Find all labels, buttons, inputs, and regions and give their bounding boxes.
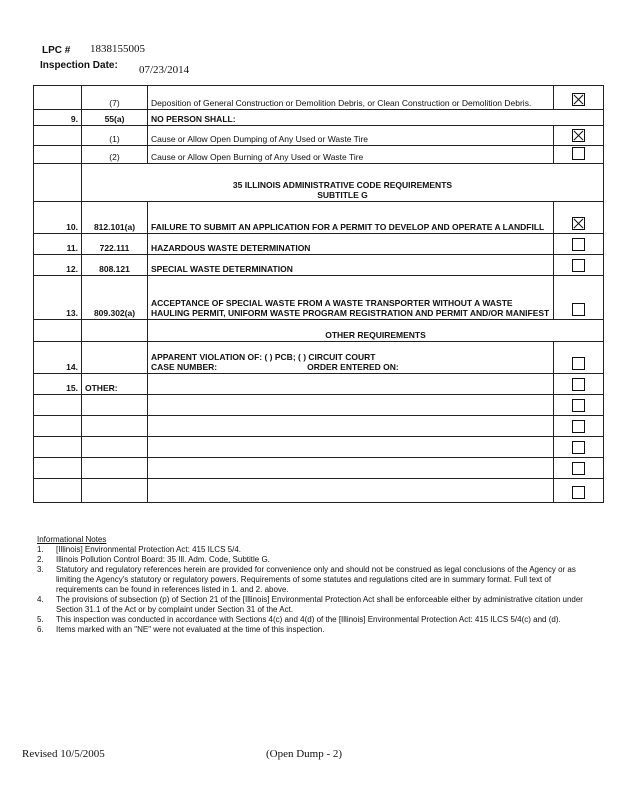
item-number: 10. [34, 202, 82, 234]
section-ref: 808.121 [82, 255, 148, 276]
item-number: 13. [34, 276, 82, 320]
violation-checkbox[interactable] [572, 217, 585, 230]
section-heading-row [34, 320, 604, 342]
section-ref: 812.101(a) [82, 202, 148, 234]
blank-row [34, 416, 604, 437]
violation-checkbox[interactable] [572, 357, 585, 370]
note-item: 2. Illinois Pollution Control Board: 35 Ill. Adm. Code, Subtitle G. [37, 555, 270, 564]
table-row [34, 234, 604, 255]
table-row [34, 110, 604, 126]
item-description: Cause or Allow Open Dumping of Any Used or Waste Tire [148, 126, 554, 146]
section-ref: (1) [82, 126, 148, 146]
violation-checkbox[interactable] [572, 399, 585, 412]
violation-checkbox[interactable] [572, 378, 585, 391]
section-heading: OTHER REQUIREMENTS [148, 320, 604, 342]
violation-checkbox[interactable] [572, 462, 585, 475]
page-label: (Open Dump - 2) [266, 748, 343, 760]
order-entered-label: ORDER ENTERED ON: [307, 362, 399, 372]
case-number-label: CASE NUMBER: [151, 362, 218, 372]
item-description: Deposition of General Construction or Demolition Debris, or Clean Construction or Demolition Debris. [148, 86, 554, 110]
heading-line: 35 ILLINOIS ADMINISTRATIVE CODE REQUIREMENTS [232, 180, 453, 190]
revised-date: Revised 10/5/2005 [22, 748, 105, 760]
item-number: 12. [34, 255, 82, 276]
blank-row [34, 479, 604, 503]
section-heading [82, 164, 604, 202]
note-item: 4. The provisions of subsection (p) of Section 21 of the [Illinois] Environmental Protection Act shall be enforceable either by administrative citation under Section 31.1 of the Act or by complaint under Section 31 of the Act. [37, 595, 583, 614]
item-description: HAZARDOUS WASTE DETERMINATION [148, 234, 554, 255]
blank-row [34, 458, 604, 479]
item-description: SPECIAL WASTE DETERMINATION [148, 255, 554, 276]
table-row [34, 276, 604, 320]
section-ref: (7) [82, 86, 148, 110]
violation-checkbox[interactable] [572, 129, 585, 142]
table-row [34, 86, 604, 110]
violation-checkbox[interactable] [572, 259, 585, 272]
violation-checkbox[interactable] [572, 147, 585, 160]
lpc-number: 1838155005 [90, 43, 145, 55]
note-item: 3. Statutory and regulatory references herein are provided for convenience only and should not be construed as legal conclusions of the Agency or as limiting the Agency's statutory or regulatory powers. Requirements of some statutes and regulations cited are in summary format. Full text of requirements can be found in references listed in 1. and 2. above. [37, 565, 576, 594]
item-description: FAILURE TO SUBMIT AN APPLICATION FOR A PERMIT TO DEVELOP AND OPERATE A LANDFILL [148, 202, 554, 234]
section-ref: 809.302(a) [82, 276, 148, 320]
blank-row [34, 395, 604, 416]
violation-checkbox[interactable] [572, 93, 585, 106]
item-description: NO PERSON SHALL: [148, 110, 604, 126]
section-ref: 722.111 [82, 234, 148, 255]
item-number: 15. [34, 374, 82, 395]
table-row [34, 146, 604, 164]
inspection-date-value: 07/23/2014 [139, 64, 190, 76]
violation-checkbox[interactable] [572, 486, 585, 499]
heading-line: SUBTITLE G [317, 190, 368, 200]
apparent-violation-line: APPARENT VIOLATION OF: ( ) PCB; ( ) CIRCUIT COURT [151, 352, 376, 362]
violation-checkbox[interactable] [572, 238, 585, 251]
table-row [34, 126, 604, 146]
item-number: 11. [34, 234, 82, 255]
item-description: Cause or Allow Open Burning of Any Used or Waste Tire [148, 146, 554, 164]
violations-table [33, 85, 604, 503]
inspection-date-label: Inspection Date: [40, 60, 118, 71]
item-number: 9. [34, 110, 82, 126]
violation-checkbox[interactable] [572, 420, 585, 433]
section-ref: 55(a) [82, 110, 148, 126]
table-row [34, 255, 604, 276]
section-ref: (2) [82, 146, 148, 164]
item-description [148, 342, 554, 374]
violation-checkbox[interactable] [572, 303, 585, 316]
blank-row [34, 437, 604, 458]
note-item: 6. Items marked with an "NE" were not evaluated at the time of this inspection. [37, 625, 325, 634]
violation-checkbox[interactable] [572, 441, 585, 454]
informational-notes [37, 535, 597, 635]
section-heading-row [34, 164, 604, 202]
table-row [34, 342, 604, 374]
table-row [34, 374, 604, 395]
item-number: 14. [34, 342, 82, 374]
item-description: ACCEPTANCE OF SPECIAL WASTE FROM A WASTE TRANSPORTER WITHOUT A WASTE HAULING PERMIT, UNIFORM WASTE PROGRAM REGISTRATION AND PERMIT AND/OR MANIFEST [148, 276, 554, 320]
notes-title: Informational Notes [37, 535, 107, 544]
lpc-label: LPC # [42, 45, 71, 56]
note-item: 5. This inspection was conducted in accordance with Sections 4(c) and 4(d) of the [Illinois] Environmental Protection Act: 415 ILCS 5/4(c) and (d). [37, 615, 561, 624]
note-item: 1. [Illinois] Environmental Protection Act: 415 ILCS 5/4. [37, 545, 241, 554]
item-number [34, 86, 82, 110]
other-label: OTHER: [82, 374, 148, 395]
table-row [34, 202, 604, 234]
